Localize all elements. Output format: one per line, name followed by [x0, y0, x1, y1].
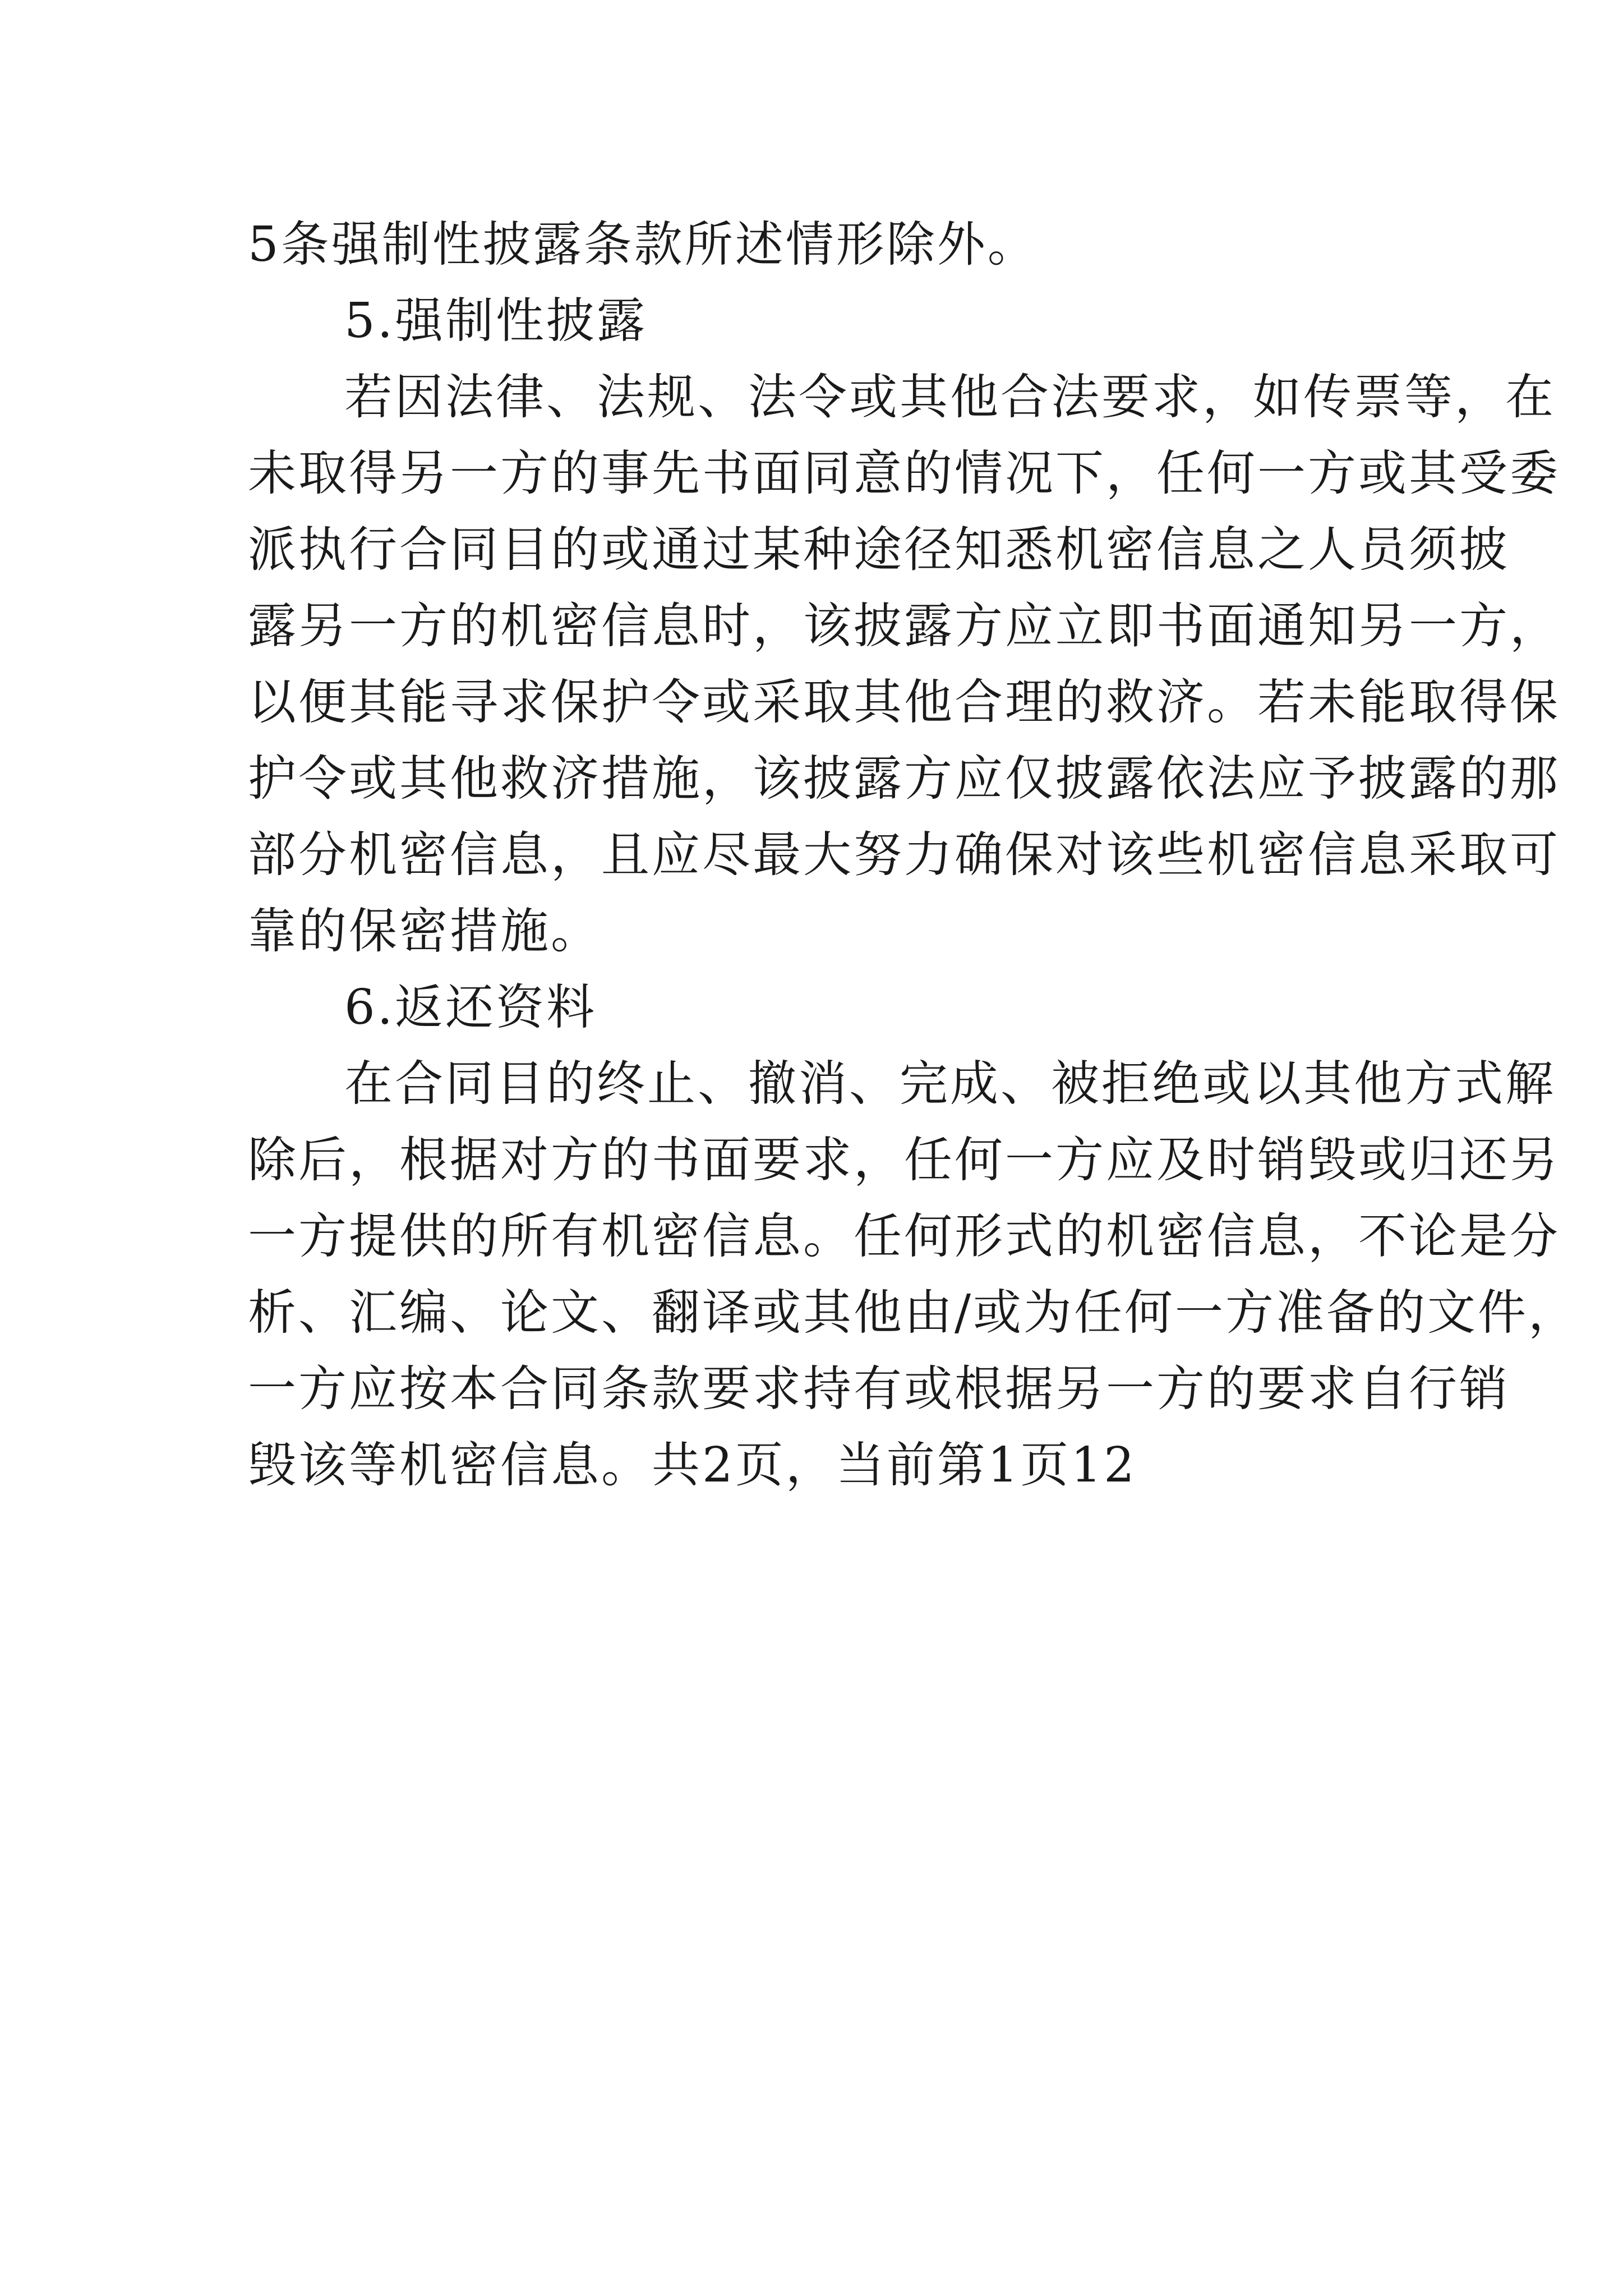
paragraph-line: 护令或其他救济措施，该披露方应仅披露依法应予披露的那 — [248, 751, 1560, 807]
paragraph-line: 派执行合同目的或通过某种途径知悉机密信息之人员须披 — [248, 522, 1510, 578]
paragraph-line: 一方应按本合同条款要求持有或根据另一方的要求自行销 — [248, 1361, 1510, 1417]
paragraph-line: 若因法律、法规、法令或其他合法要求，如传票等，在 — [344, 369, 1556, 425]
paragraph-line: 未取得另一方的事先书面同意的情况下，任何一方或其受委 — [248, 445, 1560, 501]
section-heading-mandatory-disclosure: 5.强制性披露 — [344, 293, 648, 349]
paragraph-line: 5条强制性披露条款所述情形除外。 — [248, 217, 1038, 273]
paragraph-line: 析、汇编、论文、翻译或其他由/或为任何一方准备的文件， — [248, 1285, 1579, 1341]
document-body — [248, 206, 1579, 1503]
paragraph-line: 露另一方的机密信息时，该披露方应立即书面通知另一方， — [248, 598, 1560, 654]
paragraph-line: 在合同目的终止、撤消、完成、被拒绝或以其他方式解 — [344, 1056, 1556, 1112]
paragraph-line: 部分机密信息，且应尽最大努力确保对该些机密信息采取可 — [248, 827, 1560, 883]
paragraph-line: 除后，根据对方的书面要求，任何一方应及时销毁或归还另 — [248, 1132, 1560, 1188]
section-heading-return-materials: 6.返还资料 — [344, 979, 597, 1036]
paragraph-line: 一方提供的所有机密信息。任何形式的机密信息，不论是分 — [248, 1208, 1560, 1264]
paragraph-line: 以便其能寻求保护令或采取其他合理的救济。若未能取得保 — [248, 674, 1560, 730]
paragraph-line: 毁该等机密信息。共2页，当前第1页12 — [248, 1437, 1137, 1493]
paragraph-line: 靠的保密措施。 — [248, 903, 601, 959]
